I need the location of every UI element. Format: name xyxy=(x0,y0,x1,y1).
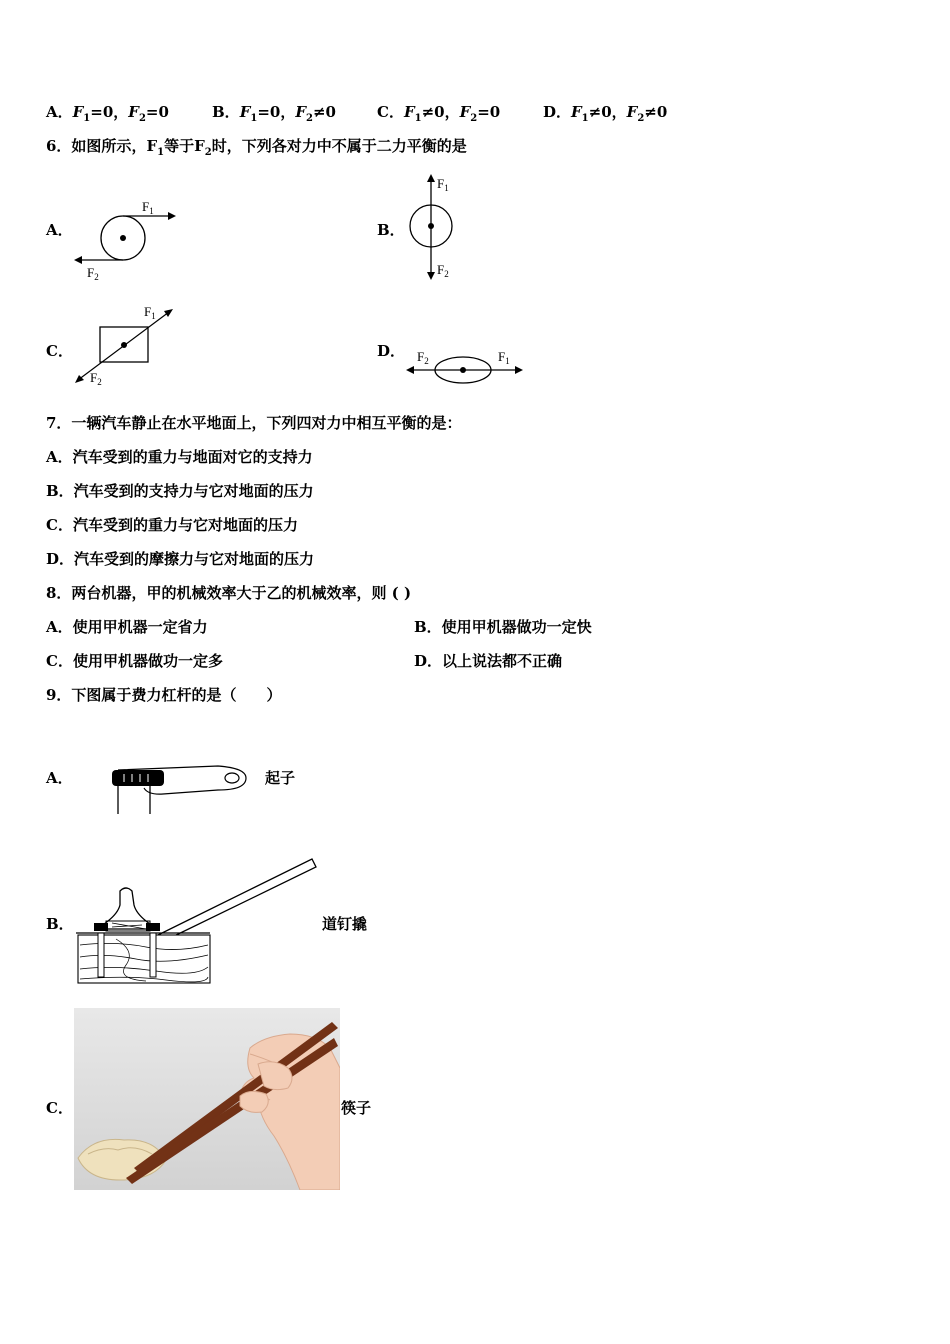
q9-stem: 9．下图属于费力杠杆的是（ ） xyxy=(46,686,282,704)
q7-option-a: A．汽车受到的重力与地面对它的支持力 xyxy=(46,448,313,466)
opener-hole xyxy=(225,773,239,783)
f1-label: $F_1$ xyxy=(498,349,510,366)
f1-arrowhead xyxy=(164,309,173,317)
spike-head-left xyxy=(94,923,108,931)
q9-label-b: B． xyxy=(46,915,74,933)
f2-arrowhead xyxy=(406,366,414,374)
q8-option-a: A．使用甲机器一定省力 xyxy=(46,618,208,636)
q9-figure-c xyxy=(74,1008,340,1190)
q5-option-b: B．$F_1=0$，$F_2\ne 0$ xyxy=(212,103,336,124)
q9-caption-a: 起子 xyxy=(265,769,296,787)
q5-option-a: A．$F_1=0$，$F_2=0$ xyxy=(46,103,169,124)
f1-label: $F_1$ xyxy=(437,176,449,193)
q9-caption-c: 筷子 xyxy=(341,1099,372,1117)
f1-arrowhead xyxy=(515,366,523,374)
q7-option-d: D．汽车受到的摩擦力与它对地面的压力 xyxy=(46,550,315,568)
q6-figure-a xyxy=(70,195,182,283)
q7-option-c: C．汽车受到的重力与它对地面的压力 xyxy=(46,516,298,534)
f2-label: $F_2$ xyxy=(87,265,99,282)
crowbar-bar xyxy=(156,859,316,941)
q9-label-c: C． xyxy=(46,1099,73,1117)
q6-figure-d xyxy=(405,343,527,391)
q5-option-c: C．$F_1\ne 0$，$F_2=0$ xyxy=(377,103,501,124)
spike-head-right xyxy=(146,923,160,931)
f2-label: $F_2$ xyxy=(417,349,429,366)
q6-stem: 6．如图所示，$F_1$等于$F_2$时，下列各对力中不属于二力平衡的是 xyxy=(46,137,467,158)
q8-option-c: C．使用甲机器做功一定多 xyxy=(46,652,223,670)
f2-label: $F_2$ xyxy=(90,370,102,387)
center-dot xyxy=(120,235,126,241)
q6-figure-b xyxy=(403,170,463,285)
q6-label-a: A． xyxy=(46,221,73,239)
q8-option-d: D．以上说法都不正确 xyxy=(414,652,563,670)
q6-label-c: C． xyxy=(46,342,73,360)
q6-figure-c xyxy=(70,300,180,392)
f1-label: $F_1$ xyxy=(144,304,156,321)
q8-option-b: B．使用甲机器做功一定快 xyxy=(414,618,592,636)
q8-stem: 8．两台机器，甲的机械效率大于乙的机械效率，则 ( ) xyxy=(46,584,412,602)
q7-stem: 7．一辆汽车静止在水平地面上，下列四对力中相互平衡的是： xyxy=(46,414,462,432)
q9-figure-a xyxy=(108,760,250,816)
spike-shaft-right xyxy=(150,933,156,977)
f2-arrowhead xyxy=(74,256,82,264)
q6-label-b: B． xyxy=(377,221,405,239)
q9-figure-b xyxy=(76,855,318,987)
q6-label-d: D． xyxy=(377,342,406,360)
rail-head xyxy=(98,888,156,929)
f1-arrowhead xyxy=(427,174,435,182)
f1-arrowhead xyxy=(168,212,176,220)
bottle-cap xyxy=(112,770,164,786)
thumb xyxy=(240,1091,268,1112)
q5-option-d: D．$F_1\ne 0$，$F_2\ne 0$ xyxy=(543,103,668,124)
q7-option-b: B．汽车受到的支持力与它对地面的压力 xyxy=(46,482,314,500)
q9-caption-b: 道钉撬 xyxy=(322,915,368,933)
q9-label-a: A． xyxy=(46,769,73,787)
f2-arrowhead xyxy=(427,272,435,280)
f1-label: $F_1$ xyxy=(142,199,154,216)
f2-label: $F_2$ xyxy=(437,262,449,279)
spike-shaft-left xyxy=(98,933,104,977)
